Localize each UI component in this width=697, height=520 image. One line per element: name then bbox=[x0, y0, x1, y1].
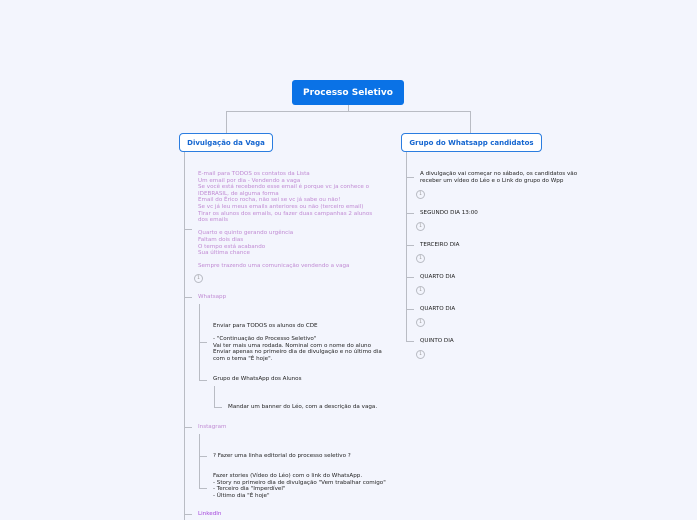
node-stories[interactable]: Fazer stories (Vídeo do Léo) com o link do WhatsApp. - Story no primeiro dia de divulgação "Vem trabalhar comigo" - Terceiro dia "Imperdível" - Último dia "É hoje" bbox=[213, 473, 386, 499]
count-badge[interactable]: 1 bbox=[416, 318, 425, 327]
node-quarto-dia[interactable]: QUARTO DIA bbox=[420, 274, 456, 280]
count-badge[interactable]: 1 bbox=[416, 254, 425, 263]
count-badge[interactable]: 1 bbox=[416, 350, 425, 359]
count-badge[interactable]: 1 bbox=[194, 274, 203, 283]
node-email[interactable]: E-mail para TODOS os contatos da Lista Um email por dia - Vendendo a vaga Se você está recebendo esse email é porque vc ja conhece o IDEBRASIL, de alguma forma Email do Érico rocha, não sei se vc já sabe ou não! Se vc já leu meus emails anteriores ou não (terceiro email) Tirar os alunos dos emails, ou fazer duas campanhas 2 alunos dos emails Quarto e quinto gerando urgência Faltam dois dias O tempo está acabando Sua última chance Sempre trazendo uma comunicação vendendo a vaga bbox=[198, 171, 373, 270]
node-enviar-alunos-cde[interactable]: Enviar para TODOS os alunos do CDE - "Continuação do Processo Seletivo" Vai ter mais uma rodada. Nominal com o nome do aluno Enviar apenas no primeiro dia de divulgação e no último dia com o tema "É hoje". bbox=[213, 323, 382, 362]
node-linkedin[interactable]: LinkedIn bbox=[198, 511, 222, 517]
root-node[interactable]: Processo Seletivo bbox=[292, 80, 404, 105]
node-segundo-dia[interactable]: SEGUNDO DIA 13:00 bbox=[420, 210, 478, 216]
node-terceiro-dia[interactable]: TERCEIRO DIA bbox=[420, 242, 460, 248]
count-badge[interactable]: 1 bbox=[416, 286, 425, 295]
count-badge[interactable]: 1 bbox=[416, 222, 425, 231]
node-divulgacao-sabado[interactable]: A divulgação vai começar no sábado, os candidatos vão receber um vídeo do Léo e o Link do grupo do Wpp bbox=[420, 171, 578, 184]
node-instagram[interactable]: Instagram bbox=[198, 424, 227, 430]
node-divulgacao-da-vaga[interactable]: Divulgação da Vaga bbox=[179, 133, 273, 152]
node-banner-leo[interactable]: Mandar um banner do Léo, com a descrição da vaga. bbox=[228, 404, 378, 410]
node-whatsapp[interactable]: Whatsapp bbox=[198, 294, 227, 300]
node-linha-editorial[interactable]: ? Fazer uma linha editorial do processo seletivo ? bbox=[213, 453, 351, 459]
node-quinto-dia[interactable]: QUINTO DIA bbox=[420, 338, 454, 344]
count-badge[interactable]: 1 bbox=[416, 190, 425, 199]
node-grupo-whatsapp-candidatos[interactable]: Grupo do Whatsapp candidatos bbox=[401, 133, 542, 152]
node-quarto-dia-2[interactable]: QUARTO DIA bbox=[420, 306, 456, 312]
node-grupo-whatsapp-alunos[interactable]: Grupo de WhatsApp dos Alunos bbox=[213, 376, 302, 382]
